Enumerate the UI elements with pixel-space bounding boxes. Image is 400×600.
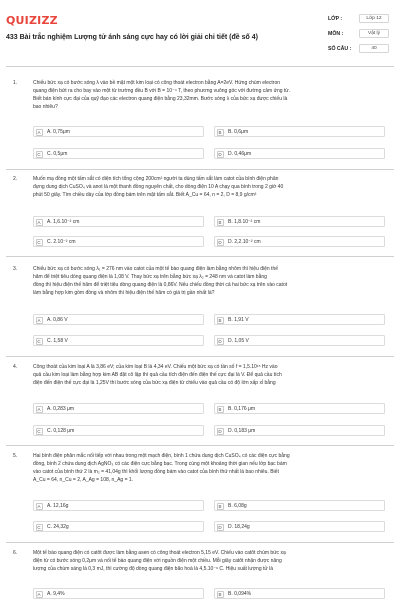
option-a[interactable]	[33, 314, 204, 325]
question-divider	[6, 356, 394, 357]
option-text: D. 0,183 μm	[228, 428, 256, 434]
question-line: làm bằng hợp kim gồm đồng và nhôm thì hiệu điện thế hãm có giá trị gần nhất là?	[33, 289, 215, 296]
option-text: A. 9,4%	[47, 591, 65, 597]
question-line: A_Cu = 64, n_Cu = 2, A_Ag = 108, n_Ag = 1.	[33, 476, 134, 483]
option-letter: A	[37, 591, 41, 597]
question-line: vào catot của bình thứ 2 là m₂ = 41,04g thì khối lượng đồng bám vào catot của bình thứ nhất là bao nhiêu. Biết	[33, 468, 279, 475]
option-text: A. 12,16g	[47, 503, 69, 509]
option-text: A. 0,283 μm	[47, 406, 75, 412]
question-line: Một tế bào quang điện có catôt được làm bằng asen có công thoát electron 5,15 eV. Chiếu vào catôt chùm bức xạ	[33, 550, 286, 556]
option-text: A. 1,6.10⁻² cm	[47, 219, 80, 225]
option-d[interactable]	[214, 148, 385, 159]
option-text: C. 24,32g	[47, 524, 69, 530]
option-letter: D	[218, 338, 222, 344]
option-letter: A	[37, 129, 41, 135]
option-c[interactable]	[33, 236, 204, 247]
option-text: D. 0,46μm	[228, 151, 252, 157]
option-text: B. 0,6μm	[228, 129, 249, 135]
question-number: 1.	[13, 80, 18, 86]
question-text	[33, 266, 386, 298]
option-b[interactable]	[214, 403, 385, 414]
option-letter: C	[37, 428, 41, 434]
question-line: điện từ có bước sóng 0,2μm và nối tế bào quang điện với nguồn điện một chiều. Mỗi giây catôt nhận được năng	[33, 557, 282, 564]
question-line: Muốn mạ đồng một tấm sắt có diện tích tổng cộng 200cm² người ta dùng tấm sắt làm catot của bình điện phân	[33, 176, 279, 182]
option-c[interactable]	[33, 425, 204, 436]
option-letter: C	[37, 239, 41, 245]
option-d[interactable]	[214, 236, 385, 247]
option-b[interactable]	[214, 588, 385, 599]
option-b[interactable]	[214, 216, 385, 227]
question-line: Công thoát của kim loại A là 3,86 eV; của kim loại B là 4,34 eV. Chiếu một bức xạ có tần số f = 1,5.10¹⁵ Hz vào	[33, 364, 278, 370]
header-divider	[6, 66, 394, 67]
option-text: A. 0,86 V	[47, 317, 68, 323]
option-text: D. 18,24g	[228, 524, 250, 530]
option-text: D. 2,2.10⁻² cm	[228, 239, 261, 245]
option-b[interactable]	[214, 314, 385, 325]
option-letter: D	[218, 239, 222, 245]
quizizz-logo: QUIZIZZ	[6, 14, 58, 27]
question-line: hãm để triệt tiêu dòng quang điện là 1,08 V. Thay bức xạ trên bằng bức xạ λ₂ = 248 nm và catot làm bằng	[33, 273, 267, 280]
meta-grade-value[interactable]: Lớp 12	[359, 14, 389, 23]
option-text: B. 1,8.10⁻² cm	[228, 219, 261, 225]
question-text	[33, 453, 386, 485]
option-letter: A	[37, 317, 41, 323]
option-letter: B	[218, 406, 222, 412]
question-line: Chiếu bức xạ có bước sóng λ vào bề mặt một kim loại có công thoát electron bằng A=2eV. Hứng chùm electron	[33, 80, 281, 86]
option-text: D. 1,05 V	[228, 338, 249, 344]
option-text: A. 0,75μm	[47, 129, 70, 135]
question-text	[33, 80, 386, 112]
option-text: C. 1,58 V	[47, 338, 68, 344]
option-letter: C	[37, 151, 41, 157]
option-letter: A	[37, 219, 41, 225]
option-letter: A	[37, 406, 41, 412]
option-letter: D	[218, 524, 222, 530]
question-number: 5.	[13, 453, 18, 459]
question-text	[33, 176, 386, 200]
option-letter: D	[218, 151, 222, 157]
question-line: quang điện bứt ra cho bay vào một từ trường đều B với B = 10⁻⁴ T, theo phương vuông góc với đường cảm ứng từ.	[33, 87, 291, 94]
question-line: đồng thì hiệu điện thế hãm để triệt tiêu dòng quang điện là 0,86V. Nếu chiếu đồng thời cả hai bức xạ trên vào catot	[33, 281, 288, 288]
option-letter: B	[218, 219, 222, 225]
option-b[interactable]	[214, 500, 385, 511]
option-letter: B	[218, 503, 222, 509]
option-text: B. 6,08g	[228, 503, 247, 509]
question-line: đồng, bình 2 chứa dung dịch AgNO₃ có các điện cực bằng bạc. Trong cùng một khoảng thời gian nếu lớp bạc bám	[33, 460, 287, 467]
question-divider	[6, 445, 394, 446]
option-text: B. 1,91 V	[228, 317, 249, 323]
question-number: 2.	[13, 176, 18, 182]
meta-grade-label: LỚP :	[328, 16, 343, 22]
question-line: Biết bán kính cực đại của quỹ đạo các electron quang điện bằng 23,32mm. Bước sóng λ của bức xạ được chiếu là	[33, 95, 288, 102]
option-letter: B	[218, 129, 222, 135]
header	[0, 0, 400, 64]
question-number: 6.	[13, 550, 18, 556]
question-divider	[6, 542, 394, 543]
option-d[interactable]	[214, 521, 385, 532]
option-letter: A	[37, 503, 41, 509]
option-text: B. 0,094%	[228, 591, 252, 597]
meta-subject-value[interactable]: Vật lý	[359, 29, 389, 38]
meta-subject-label: MÔN :	[328, 31, 344, 37]
question-number: 3.	[13, 266, 18, 272]
question-number: 4.	[13, 364, 18, 370]
question-text	[33, 364, 386, 388]
question-divider	[6, 256, 394, 257]
option-letter: C	[37, 338, 41, 344]
page-title: 433 Bài trắc nghiệm Lượng tử ánh sáng cực hay có lời giải chi tiết (đề số 4)	[6, 34, 258, 41]
option-text: C. 0,5μm	[47, 151, 68, 157]
question-line: đựng dung dịch CuSO₄ và anot là một thanh đồng nguyên chất, cho dòng điện 10 A chạy qua bình trong 2 giờ 40	[33, 183, 284, 190]
question-line: bao nhiêu?	[33, 103, 58, 110]
question-line: Chiếu bức xạ có bước sóng λ₁ = 276 nm vào catot của một tế bào quang điện làm bằng nhôm thì hiệu điện thế	[33, 266, 279, 272]
question-divider	[6, 169, 394, 170]
option-text: B. 0,176 μm	[228, 406, 256, 412]
option-a[interactable]	[33, 403, 204, 414]
question-line: lượng của chùm sáng là 0,3 mJ, thì cường độ dòng quang điện bão hoà là 4,5.10⁻⁶ C. Hiệu suất lượng tử là	[33, 565, 274, 572]
question-line: Hai bình điện phân mắc nối tiếp với nhau trong một mạch điện, bình 1 chứa dung dịch CuSO₄ có các điện cực bằng	[33, 453, 290, 459]
option-text: C. 0,128 μm	[47, 428, 75, 434]
question-line: điện đến điện thế cực đại là 1,25V thì bước sóng của bức xạ điện từ chiếu vào quả cầu có độ lớn xấp xỉ bằng	[33, 379, 276, 386]
option-letter: B	[218, 317, 222, 323]
option-a[interactable]	[33, 216, 204, 227]
option-c[interactable]	[33, 148, 204, 159]
option-letter: B	[218, 591, 222, 597]
option-a[interactable]	[33, 588, 204, 599]
option-a[interactable]	[33, 126, 204, 137]
option-text: C. 2.10⁻² cm	[47, 239, 76, 245]
option-d[interactable]	[214, 425, 385, 436]
question-text	[33, 550, 386, 574]
option-letter: C	[37, 524, 41, 530]
question-line: phút 50 giây. Tìm chiều dày của lớp đồng bám trên mặt tấm sắt. Biết A_Cu = 64, n = 2, D = 8,9 g/cm³	[33, 191, 257, 198]
option-b[interactable]	[214, 126, 385, 137]
option-d[interactable]	[214, 335, 385, 346]
option-letter: D	[218, 428, 222, 434]
meta-count-label: SỐ CÂU :	[328, 46, 352, 52]
meta-count-value[interactable]: 40	[359, 44, 389, 53]
question-line: quả cầu kim loại làm bằng hợp kim AB đặt cô lập thì quả cầu tích điện đến điện thế cực đại là V. Để quả cầu tích	[33, 371, 282, 378]
option-a[interactable]	[33, 500, 204, 511]
option-c[interactable]	[33, 521, 204, 532]
option-c[interactable]	[33, 335, 204, 346]
